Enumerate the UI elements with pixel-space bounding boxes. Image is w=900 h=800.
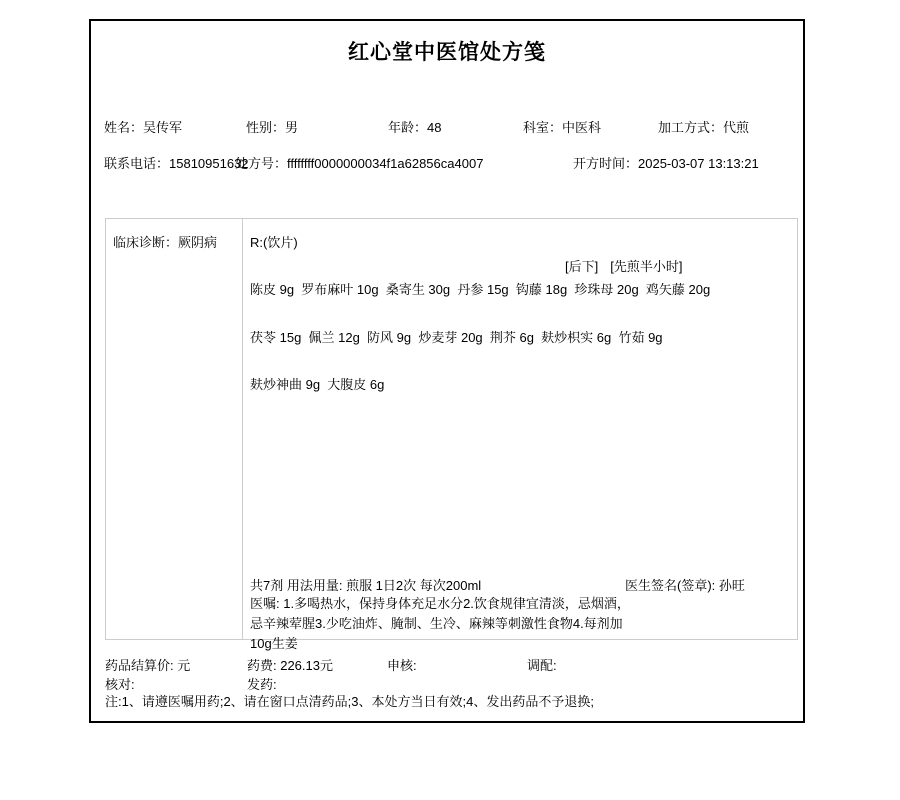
decoction-annotations <box>565 256 682 275</box>
annotation-add-later: [后下] <box>565 259 599 274</box>
patient-name-field: 姓名：吴传军 <box>104 120 183 135</box>
patient-gender-field: 性别：男 <box>246 120 299 135</box>
phone-field: 联系电话：15810951632 <box>104 156 249 171</box>
advice-line: 10g生姜 <box>250 636 298 651</box>
rx-cell <box>243 219 797 651</box>
medicine-line: 陈皮 9g 罗布麻叶 10g 桑寄生 30g 丹参 15g 钩藤 18g 珍珠母 20g 鸡矢藤 20g <box>250 282 711 297</box>
prepare-field: 调配: <box>527 658 557 673</box>
medicine-line: 麸炒神曲 9g 大腹皮 6g <box>250 377 385 392</box>
medical-advice <box>250 594 630 654</box>
diagnosis-cell <box>106 219 243 639</box>
medicine-line: 茯苓 15g 佩兰 12g 防风 9g 炒麦芽 20g 荆芥 6g 麸炒枳实 6g 竹茹 9g <box>250 330 663 345</box>
processing-method-field: 加工方式：代煎 <box>658 120 750 135</box>
advice-line: 医嘱: 1.多喝热水，保持身体充足水分2.饮食规律宜清淡，忌烟酒， <box>250 596 630 611</box>
page-title: 红心堂中医馆处方笺 <box>348 41 546 64</box>
prescription-id-field: 处方号：ffffffff0000000034f1a62856ca4007 <box>235 156 484 171</box>
check-field: 核对: <box>105 677 135 692</box>
dispense-field: 发药: <box>247 677 277 692</box>
doctor-signature: 医生签名(签章): 孙旺 <box>625 578 745 593</box>
advice-line: 忌辛辣荤腥3.少吃油炸、腌制、生冷、麻辣等刺激性食物4.每剂加 <box>250 616 623 631</box>
rx-header: R:(饮片) <box>250 235 298 250</box>
review-field: 申核: <box>387 658 417 673</box>
fee-field: 药费: 226.13元 <box>247 658 333 673</box>
settlement-price-field: 药品结算价: 元 <box>105 658 191 673</box>
prescription-page <box>89 19 805 723</box>
clinical-diagnosis: 临床诊断：厥阴病 <box>113 235 218 250</box>
footer-notes: 注:1、请遵医嘱用药;2、请在窗口点清药品;3、本处方当日有效;4、发出药品不予退换; <box>105 694 594 709</box>
patient-age-field: 年龄：48 <box>388 120 442 135</box>
dosage-summary: 共7剂 用法用量: 煎服 1日2次 每次200ml <box>250 578 482 593</box>
annotation-pre-decoct: [先煎半小时] <box>610 259 683 274</box>
issue-time-field: 开方时间：2025-03-07 13:13:21 <box>573 156 759 171</box>
department-field: 科室：中医科 <box>523 120 602 135</box>
prescription-box <box>105 218 798 651</box>
